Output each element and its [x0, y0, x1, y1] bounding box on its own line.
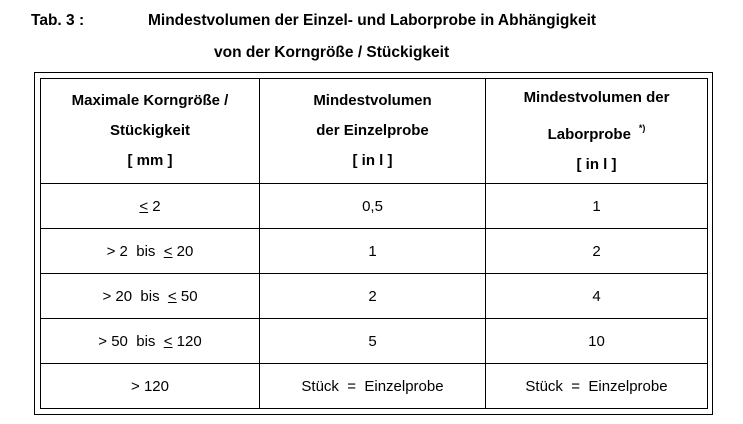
- cell-single-sample-volume: 0,5: [260, 184, 486, 229]
- cell-grain-size: [41, 184, 260, 229]
- footnote-mark: *): [638, 122, 646, 133]
- header-row: [41, 79, 708, 184]
- caption-title-line1: Mindestvolumen der Einzel- und Laborprobe in Abhängigkeit: [148, 12, 597, 29]
- less-equal-symbol: <: [167, 287, 177, 305]
- table-row: [41, 229, 708, 274]
- cell-grain-size: [41, 364, 260, 409]
- cell-lab-sample-volume: 10: [486, 319, 708, 364]
- caption-title-line2: von der Korngröße / Stückigkeit: [214, 44, 450, 61]
- caption-label: Tab. 3 :: [31, 12, 85, 29]
- header-lab-sample-unit: [ in l ]: [576, 155, 617, 173]
- grain-size-prefix: > 50 bis: [98, 332, 164, 350]
- cell-grain-size: [41, 319, 260, 364]
- grain-size-value: 50: [176, 287, 198, 305]
- less-equal-symbol: <: [139, 197, 149, 215]
- less-equal-symbol: <: [163, 332, 173, 350]
- table-row: [41, 274, 708, 319]
- header-lab-sample-line1: Mindestvolumen der: [523, 88, 670, 106]
- cell-single-sample-volume: 1: [260, 229, 486, 274]
- table-row: [41, 364, 708, 409]
- table-row: [41, 184, 708, 229]
- header-single-sample-line1: Mindestvolumen: [313, 92, 432, 109]
- grain-size-value: 20: [172, 242, 194, 260]
- header-single-sample-line2: der Einzelprobe: [316, 122, 429, 139]
- cell-lab-sample-volume: 4: [486, 274, 708, 319]
- header-lab-sample-line2: Laborprobe: [547, 125, 631, 143]
- cell-lab-sample-volume: 2: [486, 229, 708, 274]
- header-grain-size: [41, 79, 260, 184]
- sample-volume-table: [40, 78, 708, 409]
- grain-size-prefix: > 2 bis: [106, 242, 164, 260]
- cell-single-sample-volume: 2: [260, 274, 486, 319]
- less-equal-symbol: <: [163, 242, 173, 260]
- cell-lab-sample-volume: 1: [486, 184, 708, 229]
- header-single-sample-unit: [ in l ]: [352, 152, 393, 169]
- grain-size-value: 120: [172, 332, 202, 350]
- table-row: [41, 319, 708, 364]
- cell-lab-sample-volume: Stück = Einzelprobe: [486, 364, 708, 409]
- grain-size-prefix: > 20 bis: [102, 287, 168, 305]
- cell-grain-size: [41, 229, 260, 274]
- table-frame: [34, 72, 713, 415]
- header-grain-size-line2: Stückigkeit: [109, 122, 191, 139]
- cell-single-sample-volume: 5: [260, 319, 486, 364]
- header-single-sample: [260, 79, 486, 184]
- cell-single-sample-volume: Stück = Einzelprobe: [260, 364, 486, 409]
- header-grain-size-unit: [ mm ]: [127, 152, 173, 169]
- header-grain-size-line1: Maximale Korngröße /: [71, 92, 229, 109]
- cell-grain-size: [41, 274, 260, 319]
- header-lab-sample-line2-wrap: [486, 113, 707, 150]
- grain-size-prefix: > 120: [131, 377, 169, 395]
- table-body: [41, 184, 708, 409]
- grain-size-value: 2: [148, 197, 161, 215]
- header-lab-sample: [486, 79, 708, 184]
